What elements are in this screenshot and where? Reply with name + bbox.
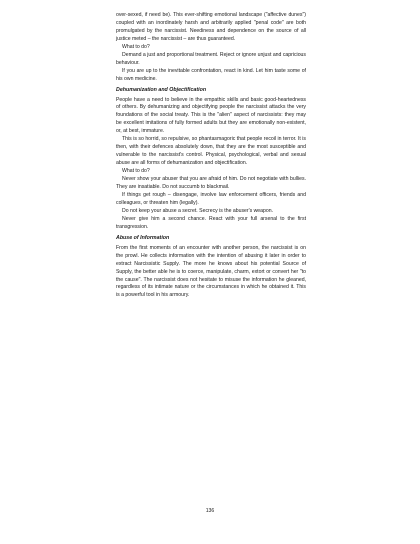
- page-content: [116, 12, 306, 300]
- section-heading: Abuse of Information: [116, 234, 170, 241]
- paragraph: From the first moments of an encounter with another person, the narcissist is on the prowl. He collects information with the intention of abusing it later in order to extract Narcissistic Supply. The more he knows about his potential Source of Supply, the better able he is to coerce, manipulate, charm, extort or convert her "to the cause". The narcissist does not hesitate to misuse the information he gleaned, regardless of its intimate nature or the circumstances in which he obtained it. This is a powerful tool in his armoury.: [116, 244, 306, 299]
- page-number: 136: [205, 508, 215, 514]
- paragraph: People have a need to believe in the empathic skills and basic good-heartedness of others. By dehumanizing and objectifying people the narcissist attacks the very foundations of the social treaty. This is the "alien" aspect of narcissists: they may be excellent imitations of fully formed adults but they are emotionally non-existent, or, at best, immature.: [116, 96, 306, 135]
- paragraph: Never give him a second chance. React with your full arsenal to the first transgression.: [116, 215, 306, 230]
- paragraph: If you are up to the inevitable confrontation, react in kind. Let him taste some of his own medicine.: [116, 67, 306, 82]
- paragraph: What to do?: [122, 43, 150, 50]
- paragraph: Never show your abuser that you are afraid of him. Do not negotiate with bullies. They are insatiable. Do not succumb to blackmail.: [116, 176, 306, 191]
- paragraph: over-sexed, if need be). This ever-shifting emotional landscape ("affective dunes") coupled with an inordinately harsh and arbitrarily applied "penal code" are both promulgated by the narcissist. Neediness and dependence on the source of all justice meted – the narcissist – are thus guaranteed.: [116, 12, 306, 42]
- paragraph: Do not keep your abuse a secret. Secrecy is the abuser's weapon.: [122, 207, 274, 214]
- section-heading: Dehumanization and Objectification: [116, 86, 207, 93]
- paragraph: What to do?: [122, 168, 150, 175]
- paragraph: If things get rough – disengage, involve law enforcement officers, friends and colleagues, or threaten him (legally).: [116, 191, 306, 206]
- paragraph: Demand a just and proportional treatment. Reject or ignore unjust and capricious behaviour.: [116, 51, 306, 66]
- paragraph: This is so horrid, so repulsive, so phantasmagoric that people recoil in terror. It is then, with their defences absolutely down, that they are the most susceptible and vulnerable to the narcissist's control. Physical, psychological, verbal and sexual abuse are all forms of dehumanization and objectification.: [116, 136, 306, 167]
